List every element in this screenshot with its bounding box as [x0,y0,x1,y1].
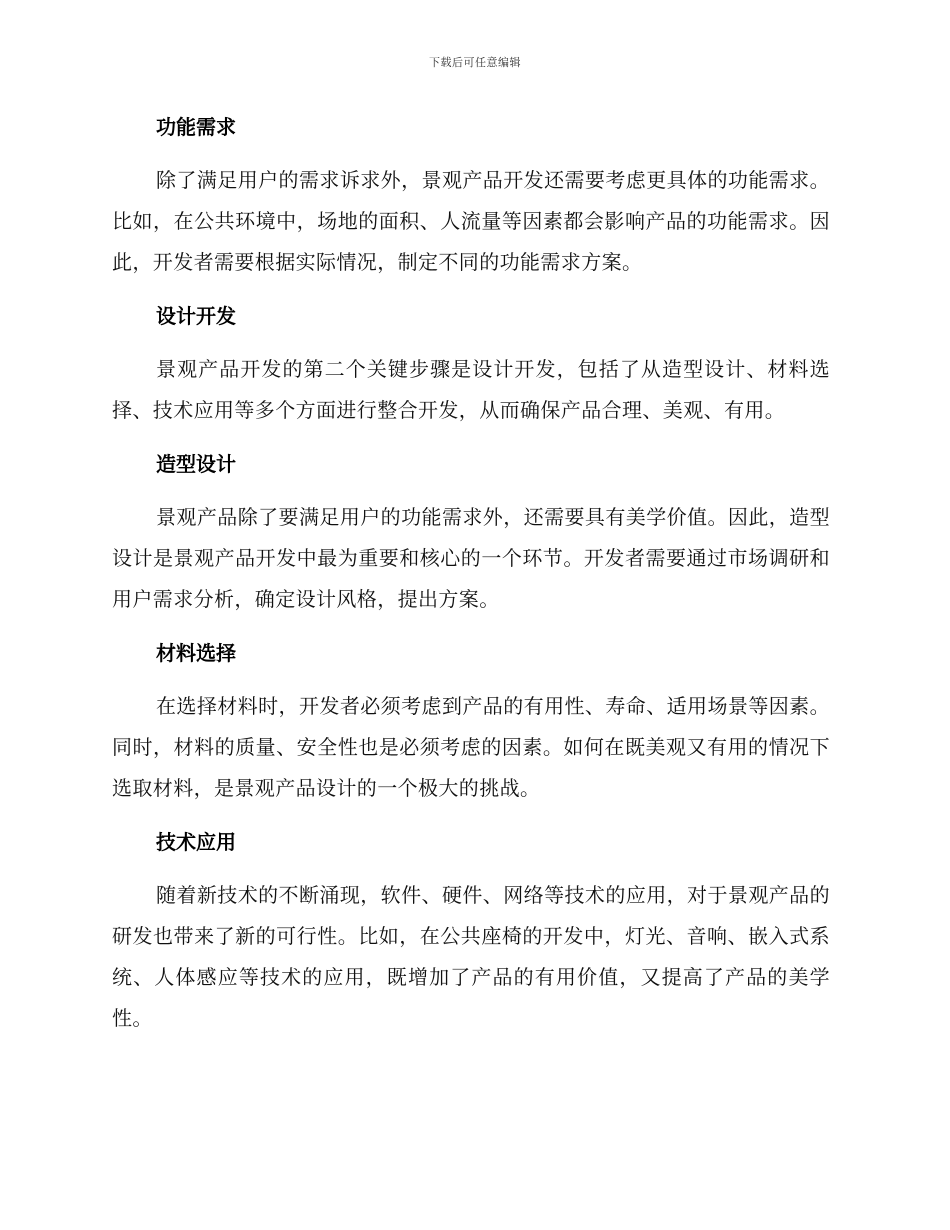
section-paragraph-technology-application: 随着新技术的不断涌现，软件、硬件、网络等技术的应用，对于景观产品的研发也带来了新的可行性。比如，在公共座椅的开发中，灯光、音响、嵌入式系统、人体感应等技术的应用，既增加了产品的有用价值，又提高了产品的美学性。 [112,883,830,1030]
section-heading-design-development: 设计开发 [156,304,236,328]
section-paragraph-material-selection: 在选择材料时，开发者必须考虑到产品的有用性、寿命、适用场景等因素。同时，材料的质量、安全性也是必须考虑的因素。如何在既美观又有用的情况下选取材料，是景观产品设计的一个极大的挑战。 [112,694,830,800]
section-heading-technology-application: 技术应用 [156,830,236,854]
page-header: 下载后可任意编辑 [429,56,521,69]
section-heading-functional-requirements: 功能需求 [156,115,236,139]
document-body [112,108,830,1053]
section-heading-material-selection: 材料选择 [156,641,236,665]
section-heading-form-design: 造型设计 [156,452,236,476]
section-paragraph-design-development: 景观产品开发的第二个关键步骤是设计开发，包括了从造型设计、材料选择、技术应用等多个方面进行整合开发，从而确保产品合理、美观、有用。 [112,357,830,422]
section-paragraph-form-design: 景观产品除了要满足用户的功能需求外，还需要具有美学价值。因此，造型设计是景观产品开发中最为重要和核心的一个环节。开发者需要通过市场调研和用户需求分析，确定设计风格，提出方案。 [112,505,830,611]
section-paragraph-functional-requirements: 除了满足用户的需求诉求外，景观产品开发还需要考虑更具体的功能需求。比如，在公共环境中，场地的面积、人流量等因素都会影响产品的功能需求。因此，开发者需要根据实际情况，制定不同的功能需求方案。 [112,168,830,274]
